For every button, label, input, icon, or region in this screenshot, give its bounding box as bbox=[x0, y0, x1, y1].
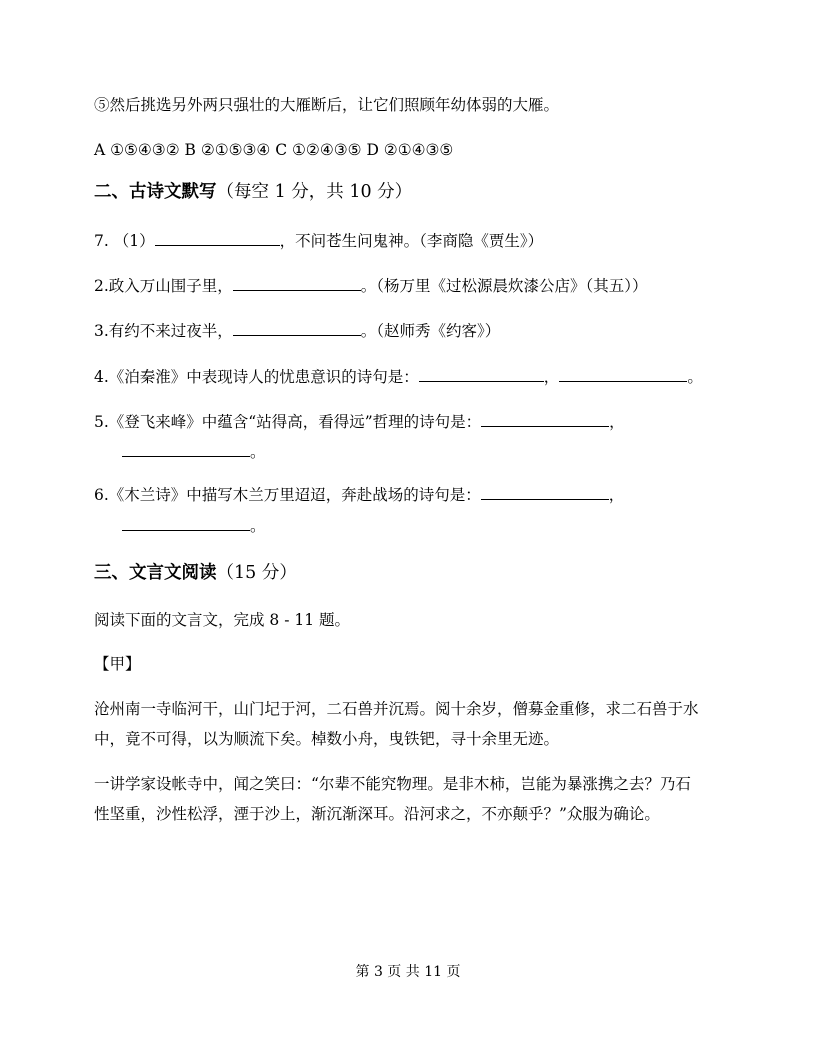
section3-score: （15 分） bbox=[216, 563, 297, 583]
answer-blank[interactable] bbox=[559, 366, 687, 382]
item-end: 。 bbox=[687, 368, 703, 386]
poem-item-6-continued bbox=[122, 515, 266, 537]
item-text: ，不问苍生问鬼神。（李商隐《贾生》） bbox=[279, 232, 544, 250]
poem-item-5 bbox=[94, 411, 625, 433]
item-text: 5.《登飞来峰》中蕴含“站得高，看得远”哲理的诗句是： bbox=[94, 413, 482, 431]
item-number: 7. （1） bbox=[94, 232, 155, 250]
passage-paragraph-1-line-2: 中，竟不可得，以为顺流下矣。棹数小舟，曳铁钯，寻十余里无迹。 bbox=[94, 730, 560, 748]
answer-blank[interactable] bbox=[481, 484, 609, 500]
q5-options: A ①⑤④③② B ②①⑤③④ C ①②④③⑤ D ②①④③⑤ bbox=[94, 141, 454, 159]
poem-item-5-continued bbox=[122, 441, 266, 463]
answer-blank[interactable] bbox=[122, 515, 250, 531]
section2-title: 二、古诗文默写 bbox=[94, 182, 217, 202]
answer-blank[interactable] bbox=[155, 230, 280, 246]
answer-blank[interactable] bbox=[481, 411, 609, 427]
item-text: 4.《泊秦淮》中表现诗人的忧患意识的诗句是： bbox=[94, 368, 419, 386]
passage-paragraph-2-line-1: 一讲学家设帐寺中，闻之笑曰：“尔辈不能究物理。是非木柿，岂能为暴涨携之去？乃石 bbox=[94, 775, 691, 793]
answer-blank[interactable] bbox=[233, 275, 361, 291]
passage-label: 【甲】 bbox=[94, 655, 141, 673]
item-end: 。 bbox=[250, 443, 266, 461]
passage-paragraph-1-line-1: 沧州南一寺临河干，山门圮于河，二石兽并沉焉。阅十余岁，僧募金重修，求二石兽于水 bbox=[94, 700, 699, 718]
section3-heading bbox=[94, 561, 297, 585]
item-text: 。（杨万里《过松源晨炊漆公店》（其五）） bbox=[360, 277, 648, 295]
poem-item-2 bbox=[94, 275, 648, 297]
poem-item-6 bbox=[94, 484, 624, 506]
item-text: 2.政入万山围子里， bbox=[94, 277, 233, 295]
section3-instruction: 阅读下面的文言文，完成 8 - 11 题。 bbox=[94, 611, 351, 629]
q5-statement: ⑤然后挑选另外两只强壮的大雁断后，让它们照顾年幼体弱的大雁。 bbox=[94, 96, 560, 114]
answer-blank[interactable] bbox=[233, 320, 361, 336]
item-separator: ， bbox=[543, 368, 560, 386]
poem-item-4 bbox=[94, 366, 703, 388]
passage-paragraph-2-line-2: 性坚重，沙性松浮，湮于沙上，渐沉渐深耳。沿河求之，不亦颠乎？”众服为确论。 bbox=[94, 805, 660, 823]
poem-item-7 bbox=[94, 230, 543, 252]
answer-blank[interactable] bbox=[419, 366, 544, 382]
section2-heading bbox=[94, 180, 412, 204]
section3-title: 三、文言文阅读 bbox=[94, 563, 217, 583]
item-text: 3.有约不来过夜半， bbox=[94, 322, 233, 340]
item-end: 。 bbox=[250, 517, 266, 535]
item-text: 6.《木兰诗》中描写木兰万里迢迢，奔赴战场的诗句是： bbox=[94, 486, 481, 504]
answer-blank[interactable] bbox=[122, 441, 250, 457]
item-text: 。（赵师秀《约客》） bbox=[360, 322, 501, 340]
item-separator: ， bbox=[609, 413, 625, 431]
item-separator: ， bbox=[608, 486, 625, 504]
section2-score: （每空 1 分，共 10 分） bbox=[216, 182, 413, 202]
page-number-footer: 第 3 页 共 11 页 bbox=[355, 964, 461, 980]
poem-item-3 bbox=[94, 320, 500, 342]
